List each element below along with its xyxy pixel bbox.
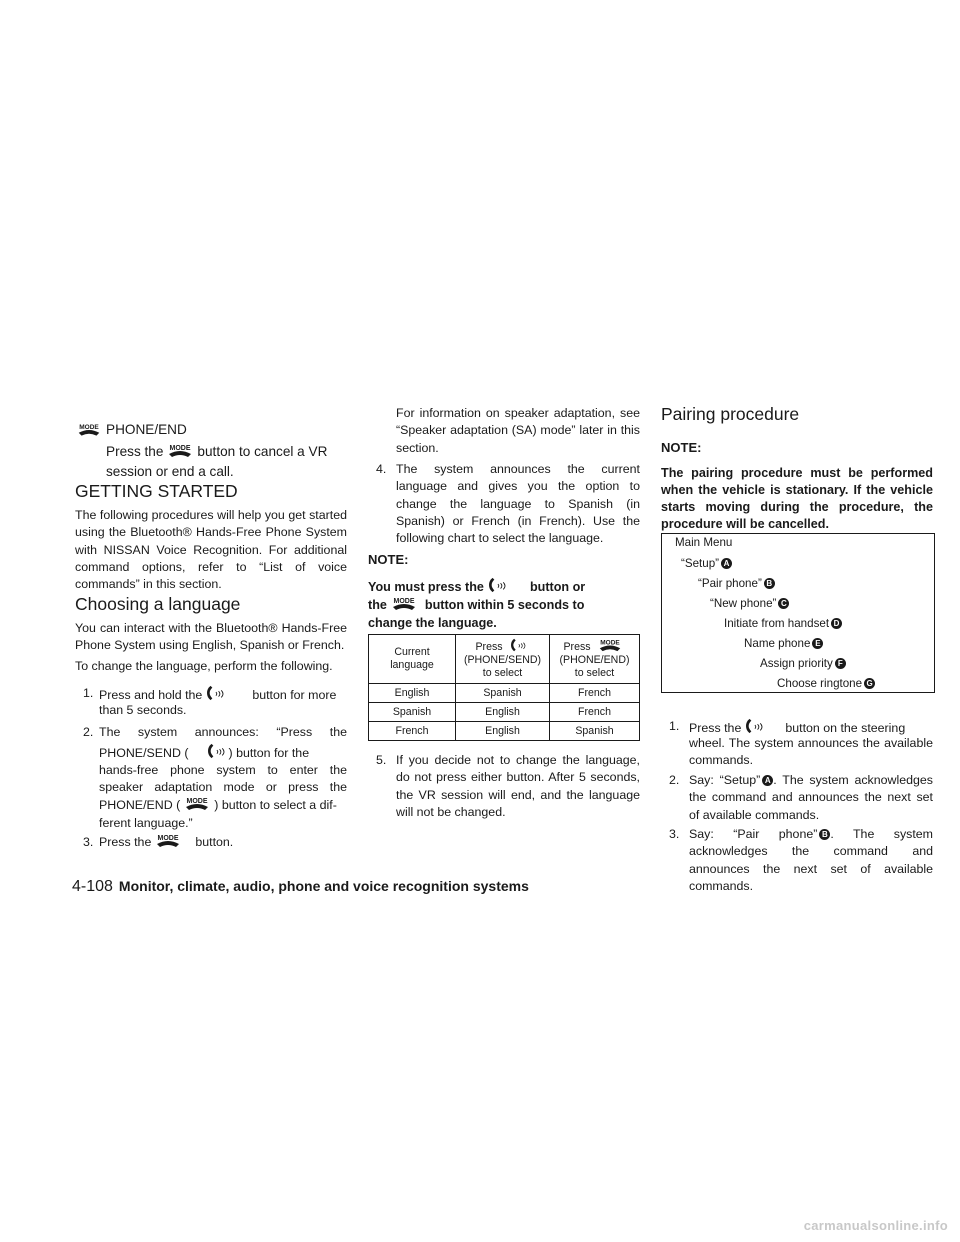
change-language-intro: To change the language, perform the following. (75, 659, 333, 673)
badge-icon: G (864, 678, 875, 689)
note-line-2: the button within 5 seconds to (368, 598, 585, 612)
header-current-language: Current language (369, 635, 456, 684)
badge-icon: B (819, 829, 830, 840)
section-title: Monitor, climate, audio, phone and voice recognition systems (118, 878, 529, 894)
step-1-line-2: than 5 seconds. (99, 703, 187, 717)
badge-icon: E (812, 638, 823, 649)
mode-phone-end-icon (182, 797, 212, 811)
talk-icon (486, 577, 508, 593)
choosing-language-title: Choosing a language (75, 594, 241, 614)
getting-started-body: The following procedures will help you get started using the Bluetooth® Hands-Free Phone System with NISSAN Voice Recognition. For additional command options, refer to “List of voice commands” in this section. (75, 508, 347, 592)
phone-end-line-2: session or end a call. (106, 464, 234, 479)
note-label: NOTE: (661, 440, 702, 455)
header-press-phone-end: Press (PHONE/END) to select (550, 635, 640, 684)
choosing-language-body: You can interact with the Bluetooth® Hands-Free Phone System using English, Spanish or French. (75, 621, 347, 653)
mode-phone-end-icon (75, 423, 103, 437)
voice-menu-tree (661, 533, 935, 693)
phone-end-line-1: Press the button to cancel a VR (106, 444, 328, 459)
badge-icon: A (762, 775, 773, 786)
badge-icon: F (835, 658, 846, 669)
step-2-line-3: hands-free phone system to enter the (99, 763, 347, 777)
menu-item: “Setup” A (681, 556, 732, 572)
step-2-line-5: PHONE/END ( ) button to select a dif- (99, 798, 337, 812)
table-row: French English Spanish (369, 722, 640, 741)
step-3-line: Press the button. (99, 835, 234, 849)
language-table (368, 634, 640, 741)
menu-item: Choose ringtone G (777, 676, 875, 692)
menu-main: Main Menu (675, 536, 733, 549)
talk-icon (508, 638, 528, 652)
step-5-number: 5. (376, 753, 387, 767)
step-4-number: 4. (376, 462, 387, 476)
phone-end-heading: PHONE/END (106, 422, 187, 437)
talk-icon (205, 743, 227, 759)
badge-icon: B (764, 578, 775, 589)
step-5-text: If you decide not to change the language, do not press either button. After 5 seconds, the VR session will end, and the language will not be changed. (396, 753, 640, 819)
menu-item: Assign priority F (760, 656, 846, 672)
pairing-procedure-title: Pairing procedure (661, 404, 800, 424)
badge-icon: C (778, 598, 789, 609)
note-line-3: change the language. (368, 616, 497, 630)
pair-step-3-text: Say: “Pair phone” B . The system acknowledges the command and announces the next set of available commands. (689, 827, 933, 893)
pair-step-1-line-1: Press the button on the steering (689, 718, 933, 737)
menu-item: “Pair phone” B (698, 576, 775, 592)
note-line-1: You must press the button or (368, 577, 640, 596)
step-2-number: 2. (83, 725, 94, 739)
step-4-text: The system announces the current language and gives you the option to change the language to Spanish (in Spanish) or French (in French). Use the following chart to select the language. (396, 462, 640, 546)
step-1-line-1: Press and hold the button for more (99, 685, 347, 704)
table-row: Spanish English French (369, 703, 640, 722)
mode-phone-end-icon (389, 597, 419, 611)
step-1-number: 1. (669, 719, 680, 733)
mode-phone-end-icon (165, 444, 195, 458)
pair-step-2-text: Say: “Setup” A . The system acknowledges the command and announces the next set of available commands. (689, 773, 933, 822)
menu-item: Name phone E (744, 636, 823, 652)
header-press-phone-send: Press (PHONE/SEND) to select (456, 635, 550, 684)
step-2-line-2: PHONE/SEND ( ) button for the (99, 743, 347, 762)
table-header-row (369, 635, 640, 684)
step-2-number: 2. (669, 773, 680, 787)
menu-item: Initiate from handset D (724, 616, 842, 632)
talk-icon (743, 718, 765, 734)
step-2-line-1: The system announces: “Press the (99, 725, 347, 739)
table-row: English Spanish French (369, 684, 640, 703)
talk-icon (204, 685, 226, 701)
step-3-number: 3. (669, 827, 680, 841)
speaker-adaptation-text: For information on speaker adaptation, see “Speaker adaptation (SA) mode” later in this section. (396, 406, 640, 455)
step-2-line-6: ferent language.” (99, 816, 193, 830)
pair-step-1-line-2: wheel. The system announces the available commands. (689, 736, 933, 768)
mode-phone-end-icon (153, 834, 183, 848)
getting-started-title: GETTING STARTED (75, 481, 238, 501)
note-label: NOTE: (368, 552, 409, 567)
page-number: 4-108 (72, 878, 113, 895)
badge-icon: D (831, 618, 842, 629)
step-3-number: 3. (83, 835, 94, 849)
step-2-line-4: speaker adaptation mode or press the (99, 780, 347, 794)
watermark: carmanualsonline.info (803, 1218, 948, 1233)
mode-phone-end-icon (596, 639, 624, 652)
menu-item: “New phone” C (710, 596, 789, 612)
step-1-number: 1. (83, 686, 94, 700)
pairing-note-text: The pairing procedure must be performed when the vehicle is stationary. If the vehicle starts moving during the procedure, the procedure will be cancelled. (661, 466, 933, 531)
page-footer (72, 878, 529, 896)
badge-icon: A (721, 558, 732, 569)
